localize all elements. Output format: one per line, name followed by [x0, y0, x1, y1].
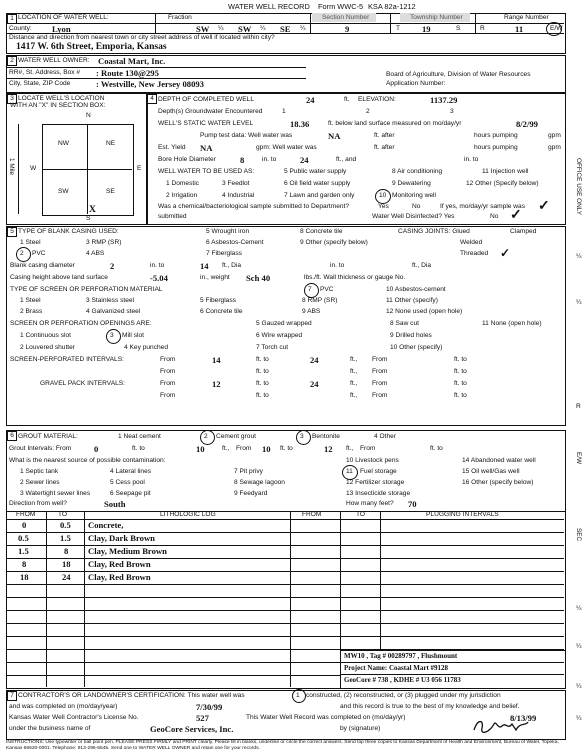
mill-slot: Mill slot	[122, 332, 144, 339]
location-x-mark: X	[89, 204, 96, 215]
log-row-2-desc: Clay, Medium Brown	[88, 546, 167, 556]
log-row-2-to: 8	[64, 546, 69, 556]
office-use-only: OFFICE USE ONLY	[575, 158, 582, 216]
static-date-value: 8/2/99	[516, 119, 538, 129]
casing-pvc: PVC	[32, 250, 46, 257]
county-value: Lyon	[52, 24, 71, 34]
water-well-record-page: WATER WELL RECORD Form WWC-5 KSA 82a-1212 1 LOCATION OF WATER WELL: Fraction Section Number Township Number Range Number County: Lyon SW ¼ SW ¼ SE ¼ 9 T 19 S R 11 E/W Distance and direction from nearest town or city street address of well if located within city? 1417 W. 6th Street, Emporia, Kansas 2 WATER WELL OWNER: Coastal Mart, Inc. RR#, St. Address, Box # : Route 130@295 City, State, ZIP Code : Westville, New Jersey 08093 Board of Agriculture, Division of Water Resources Application Number: 3 LOCATE WELL'S LOCATION WITH AN "X" IN SECTION BOX: N NW NE SW SE W E S X 1 Mile 4 DEPTH OF COMPLETED WELL 24 ft. ELEVATION: 1137.29 Depth(s) Groundwater Encountered 1 2 3 WELL'S STATIC WATER LEVEL 18.36 ft. below land surface measured on mo/day/yr 8/2/99 Pump test data: Well water was NA ft. after hours pumping gpm Est. Yield NA gpm: Well water was ft. after hours pumping gpm Bore Hole Diameter 8 in. to 24 ft., and in. to WELL WATER TO BE USED AS: 5 Public water supply 8 Air conditioning 11 Injection well 1 Domestic 3 Feedlot 6 Oil field water supply 9 Dewatering 12 Other (Specify below) 2 Irrigation 4 Industrial 7 Lawn and garden only 10 Monitoring well Was a chemical/bacteriological sample submitted to Department? Yes No If yes, mo/day/yr sample was submitted Water Well Disinfected? Yes No ✓ ✓ 5 TYPE OF BLANK CASING USED: 5 Wrought iron 8 Concrete tile CASING JOINTS: Glued Clamped 1 Steel 3 RMP (SR) 6 Asbestos-Cement 9 Other (specify below) Welded 2 PVC 4 ABS 7 Fiberglass Threaded ✓ Blank casing diameter 2 in. to 14 ft., Dia in. to ft., Dia Casing height above land surface -5.04 in., weight Sch 40 lbs./ft. Wall thickness or gauge No. TYPE OF SCREEN OR PERFORATION MATERIAL 7 PVC 10 Asbestos-cement 1 Steel 3 Stainless steel 5 Fiberglass 8 RMP (SR) 11 Other (specify) 2 Brass 4 Galvanized steel 6 Concrete tile 9 ABS 12 None used (open hole) SCREEN OR PERFORATION OPENINGS ARE: 5 Gauzed wrapped 8 Saw cut 11 None (open hole) 1 Continuous slot 3 Mill slot 6 Wire wrapped 9 Drilled holes 2 Louvered shutter 4 Key punched 7 Torch cut 10 Other (specify) SCREEN-PERFORATED INTERVALS: From 14 ft. to 24 ft., From ft. to From ft. to ft., From ft. to GRAVEL PACK INTERVALS: From 12 ft. to 24 ft., From ft. to From ft. to ft., From ft. to 6 GROUT MATERIAL: 1 Neat cement 2 Cement grout 3 Bentonite 4 Other Grout Intervals: From 0 ft. to 10 ft., From 10 ft. to 12 ft., From ft. to What is the nearest source of possible contamination: 10 Livestock pens 14 Abandoned water well 1 Septic tank 4 Lateral lines 7 Pit privy 11 Fuel storage 15 Oil well/Gas well 2 Sewer lines 5 Cess pool 8 Sewage lagoon 12 Fertilizer storage 16 Other (specify below) 3 Watertight sewer lines 6 Seepage pit 9 Feedyard 13 Insecticide storage Direction from well? South How many feet? 70 FROM TO LITHOLOGIC LOG FROM TO PLUGGING INTERVALS 0 0.5 Concrete, 0.5 1.5 Clay, Dark Brown 1.5 8 Clay, Medium Brown 8 18 Clay, Red Brown 18 24 Clay, Red Brown MW10 , Tag # 00289797 , Flushmount Project Name: Coastal Mart #9128 GeoCore # 738 , KDHE # U3 056 11783 7 CONTRACTOR'S OR LANDOWNER'S CERTIFICATION: This water well was 1 constructed, (2) reconstructed, or (3) plugged under my jurisdiction and was completed on (mo/day/year) 7/30/99 and this record is true to the best of my knowledge and belief. Kansas Water Well Contractor's License No. 527 This Water Well Record was completed on (mo/day/yr) 8/13/99 under the business name of GeoCore Services, Inc. by (signature) INSTRUCTIONS: Use typewriter or ball point pen. PLEASE PRESS FIRMLY and PRINT clearly. Please fill in blanks, underline or circle the correct answers. Send top three copies to Kansas Department of Health and Environment, Bureau of Water, Topeka, Kansas 66620-0001. Telephone: 913-296-5545. Send one to WATER WELL OWNER and retain one for your records. OFFICE USE ONLY R E/W SEC ¼ ¼ ¼ ¼ ¼ ¼	[6, 2, 582, 751]
form-code: Form WWC-5	[318, 2, 364, 11]
log-row-1-to: 1.5	[60, 533, 71, 543]
license-value: 527	[196, 713, 209, 723]
perf-to-value: 24	[310, 355, 319, 365]
business-value: GeoCore Services, Inc.	[150, 724, 234, 734]
screen-pvc: PVC	[320, 286, 334, 293]
bentonite: Bentonite	[312, 433, 340, 440]
log-note-2: Project Name: Coastal Mart #9128	[344, 664, 449, 672]
elevation-value: 1137.29	[430, 95, 458, 105]
bentonite-circle	[296, 430, 311, 445]
log-row-4-desc: Clay, Red Brown	[88, 572, 151, 582]
screen-pvc-circle	[304, 283, 319, 298]
instructions-text: INSTRUCTIONS: Use typewriter or ball point pen. PLEASE PRESS FIRMLY and PRINT clearly. Please fill in blanks, underline or circle the correct answers. Send top three copies to Kansas Department of Health and Environment, Bureau of Water, Topeka, Kansas 66620-0001. Telephone: 913-296-5545. Send one to WATER WELL OWNER and retain one for your records.	[6, 740, 559, 751]
log-row-4-to: 24	[62, 572, 71, 582]
log-note-3: GeoCore # 738 , KDHE # U3 056 11783	[344, 676, 461, 684]
perf-from-value: 14	[212, 355, 221, 365]
disinfected-checkmark: ✓	[510, 208, 522, 223]
yield-value: NA	[200, 143, 213, 153]
ksa-reference: KSA 82a-1212	[368, 2, 416, 11]
completed-date-value: 7/30/99	[196, 702, 223, 712]
blank-to-value: 14	[200, 261, 209, 271]
location-label: LOCATION OF WATER WELL:	[18, 14, 109, 21]
address-value: 1417 W. 6th Street, Emporia, Kansas	[16, 41, 167, 52]
grout-from-2: 10	[262, 444, 271, 454]
application-label: Application Number:	[386, 80, 446, 87]
log-row-2-from: 1.5	[18, 546, 29, 556]
casing-weight-value: Sch 40	[246, 273, 271, 283]
range-value: 11	[515, 24, 524, 34]
fraction-3: SE	[280, 24, 291, 34]
range-label: Range Number	[504, 14, 549, 21]
feet-value: 70	[408, 499, 417, 509]
depth-value: 24	[306, 95, 315, 105]
log-row-3-desc: Clay, Red Brown	[88, 559, 151, 569]
fuel-storage-circle	[342, 465, 358, 480]
gravel-from-value: 12	[212, 379, 221, 389]
fuel-storage: Fuel storage	[360, 468, 397, 475]
fraction-2: SW	[238, 24, 252, 34]
log-note-1: MW10 , Tag # 00289797 , Flushmount	[344, 652, 458, 660]
grout-to-2: 12	[324, 444, 333, 454]
pump-value: NA	[328, 131, 341, 141]
bore-value: 8	[240, 155, 245, 165]
fraction-1: SW	[196, 24, 210, 34]
owner-label: WATER WELL OWNER:	[18, 57, 90, 64]
cement-grout-circle	[200, 430, 215, 445]
casing-height-value: -5.04	[150, 273, 168, 283]
city-value: : Westville, New Jersey 08093	[96, 79, 204, 89]
monitoring-well: Monitoring well	[392, 192, 436, 199]
log-row-1-from: 0.5	[18, 533, 29, 543]
section-box	[42, 124, 134, 216]
range-ew: E/W	[550, 25, 563, 32]
sample-checkmark: ✓	[538, 199, 550, 214]
log-row-0-from: 0	[22, 520, 27, 530]
one-mile-label: 1 Mile	[8, 158, 15, 176]
form-title: WATER WELL RECORD	[228, 2, 310, 11]
direction-value: South	[104, 499, 126, 509]
blank-diameter-value: 2	[110, 261, 115, 271]
log-row-0-desc: Concrete,	[88, 520, 124, 530]
section-1-number: 1	[7, 14, 17, 24]
distance-label: Distance and direction from nearest town or city street address of well if located within city?	[9, 34, 275, 41]
log-row-1-desc: Clay, Dark Brown	[88, 533, 155, 543]
casing-pvc-circle	[16, 247, 31, 262]
log-row-3-to: 18	[62, 559, 71, 569]
fraction-label: Fraction	[168, 14, 192, 21]
threaded-checkmark: ✓	[500, 246, 511, 260]
section-number-label: Section Number	[322, 14, 370, 21]
rr-value: : Route 130@295	[96, 68, 159, 78]
township-value: 19	[422, 24, 431, 34]
grout-to-1: 10	[196, 444, 205, 454]
bore-to-value: 24	[300, 155, 309, 165]
log-row-0-to: 0.5	[60, 520, 71, 530]
log-row-4-from: 18	[20, 572, 29, 582]
cement-grout: Cement grout	[216, 433, 256, 440]
gravel-to-value: 24	[310, 379, 319, 389]
constructed-circle	[292, 689, 306, 703]
owner-value: Coastal Mart, Inc.	[98, 56, 166, 66]
use-10-circle	[375, 189, 391, 204]
mill-slot-circle	[106, 329, 121, 344]
static-level-value: 18.36	[290, 119, 310, 129]
record-date-value: 8/13/99	[510, 713, 537, 723]
board-label: Board of Agriculture, Division of Water Resources	[386, 71, 531, 78]
section-number-value: 9	[345, 24, 350, 34]
grout-from-1: 0	[94, 444, 99, 454]
log-row-3-from: 8	[22, 559, 27, 569]
township-label: Township Number	[410, 14, 463, 21]
county-label: County:	[9, 25, 32, 32]
contractor-signature	[470, 716, 532, 736]
